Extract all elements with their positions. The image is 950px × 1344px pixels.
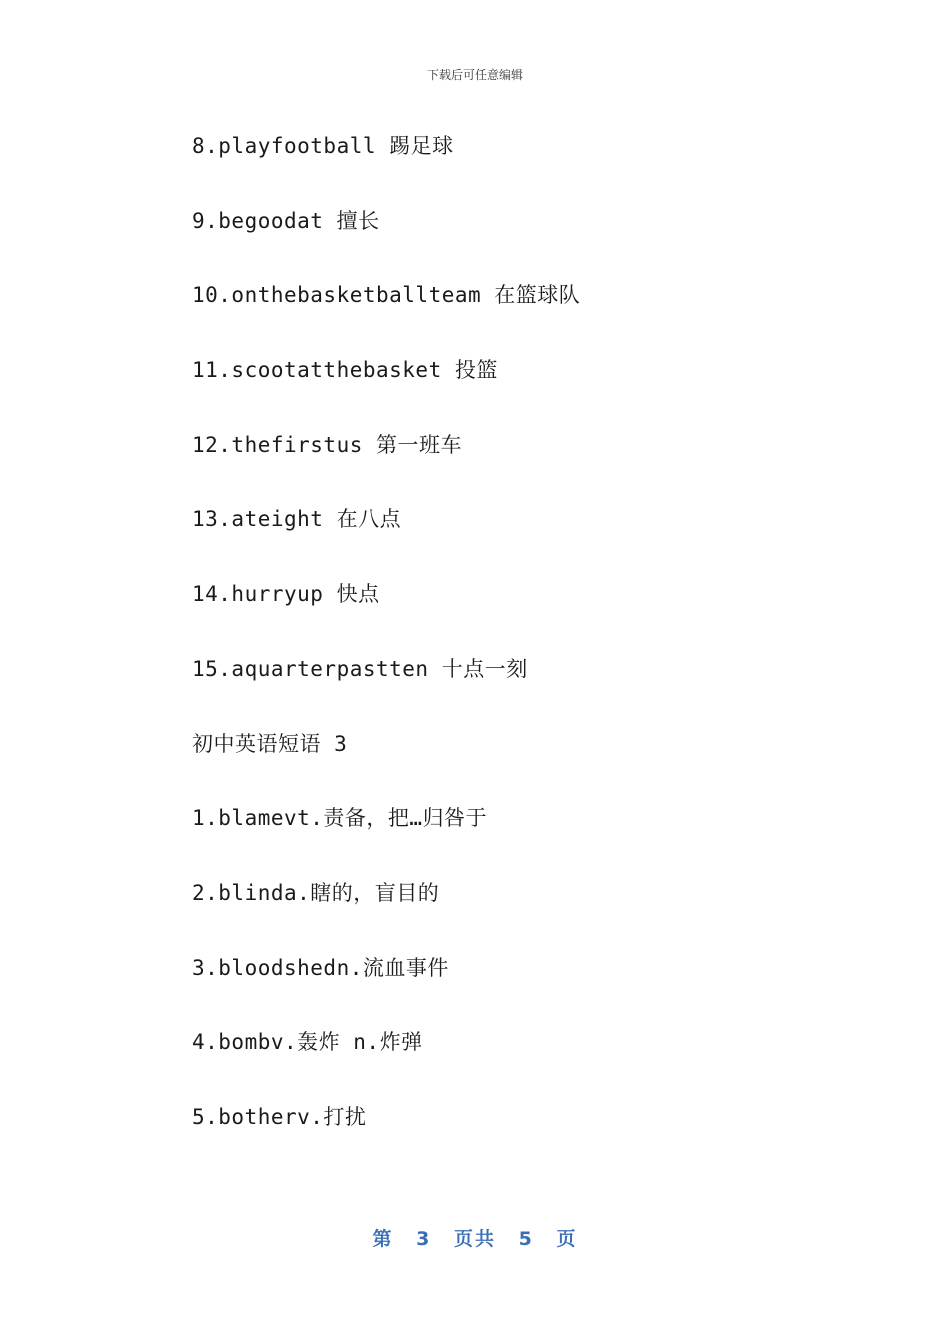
list-item: 3.bloodshedn.流血事件 xyxy=(192,955,449,980)
footer-total-pages: 5 xyxy=(518,1228,534,1250)
footer-ye: 页 xyxy=(556,1228,578,1250)
list-item: 12.thefirstus 第一班车 xyxy=(192,432,463,457)
list-item: 9.begoodat 擅长 xyxy=(192,208,380,233)
document-body xyxy=(192,126,892,1172)
footer-ye-gong: 页共 xyxy=(453,1228,496,1250)
list-item: 13.ateight 在八点 xyxy=(192,507,402,532)
page-header-note: 下载后可任意编辑 xyxy=(426,68,523,82)
list-item: 4.bombv.轰炸 n.炸弹 xyxy=(192,1030,423,1055)
list-item: 2.blinda.瞎的，盲目的 xyxy=(192,880,440,905)
list-item: 8.playfootball 踢足球 xyxy=(192,134,454,158)
list-item: 1.blamevt.责备，把…归咎于 xyxy=(192,806,488,831)
page-number-footer xyxy=(0,1224,950,1251)
list-item: 14.hurryup 快点 xyxy=(192,582,380,607)
list-item: 11.scootatthebasket 投篮 xyxy=(192,358,498,383)
list-item: 5.botherv.打扰 xyxy=(192,1104,367,1129)
footer-di: 第 xyxy=(372,1228,394,1250)
footer-current-page: 3 xyxy=(416,1228,432,1250)
list-item: 10.onthebasketballteam 在篮球队 xyxy=(192,283,581,308)
list-item: 15.aquarterpastten 十点一刻 xyxy=(192,656,528,681)
section-heading: 初中英语短语 3 xyxy=(192,731,348,756)
